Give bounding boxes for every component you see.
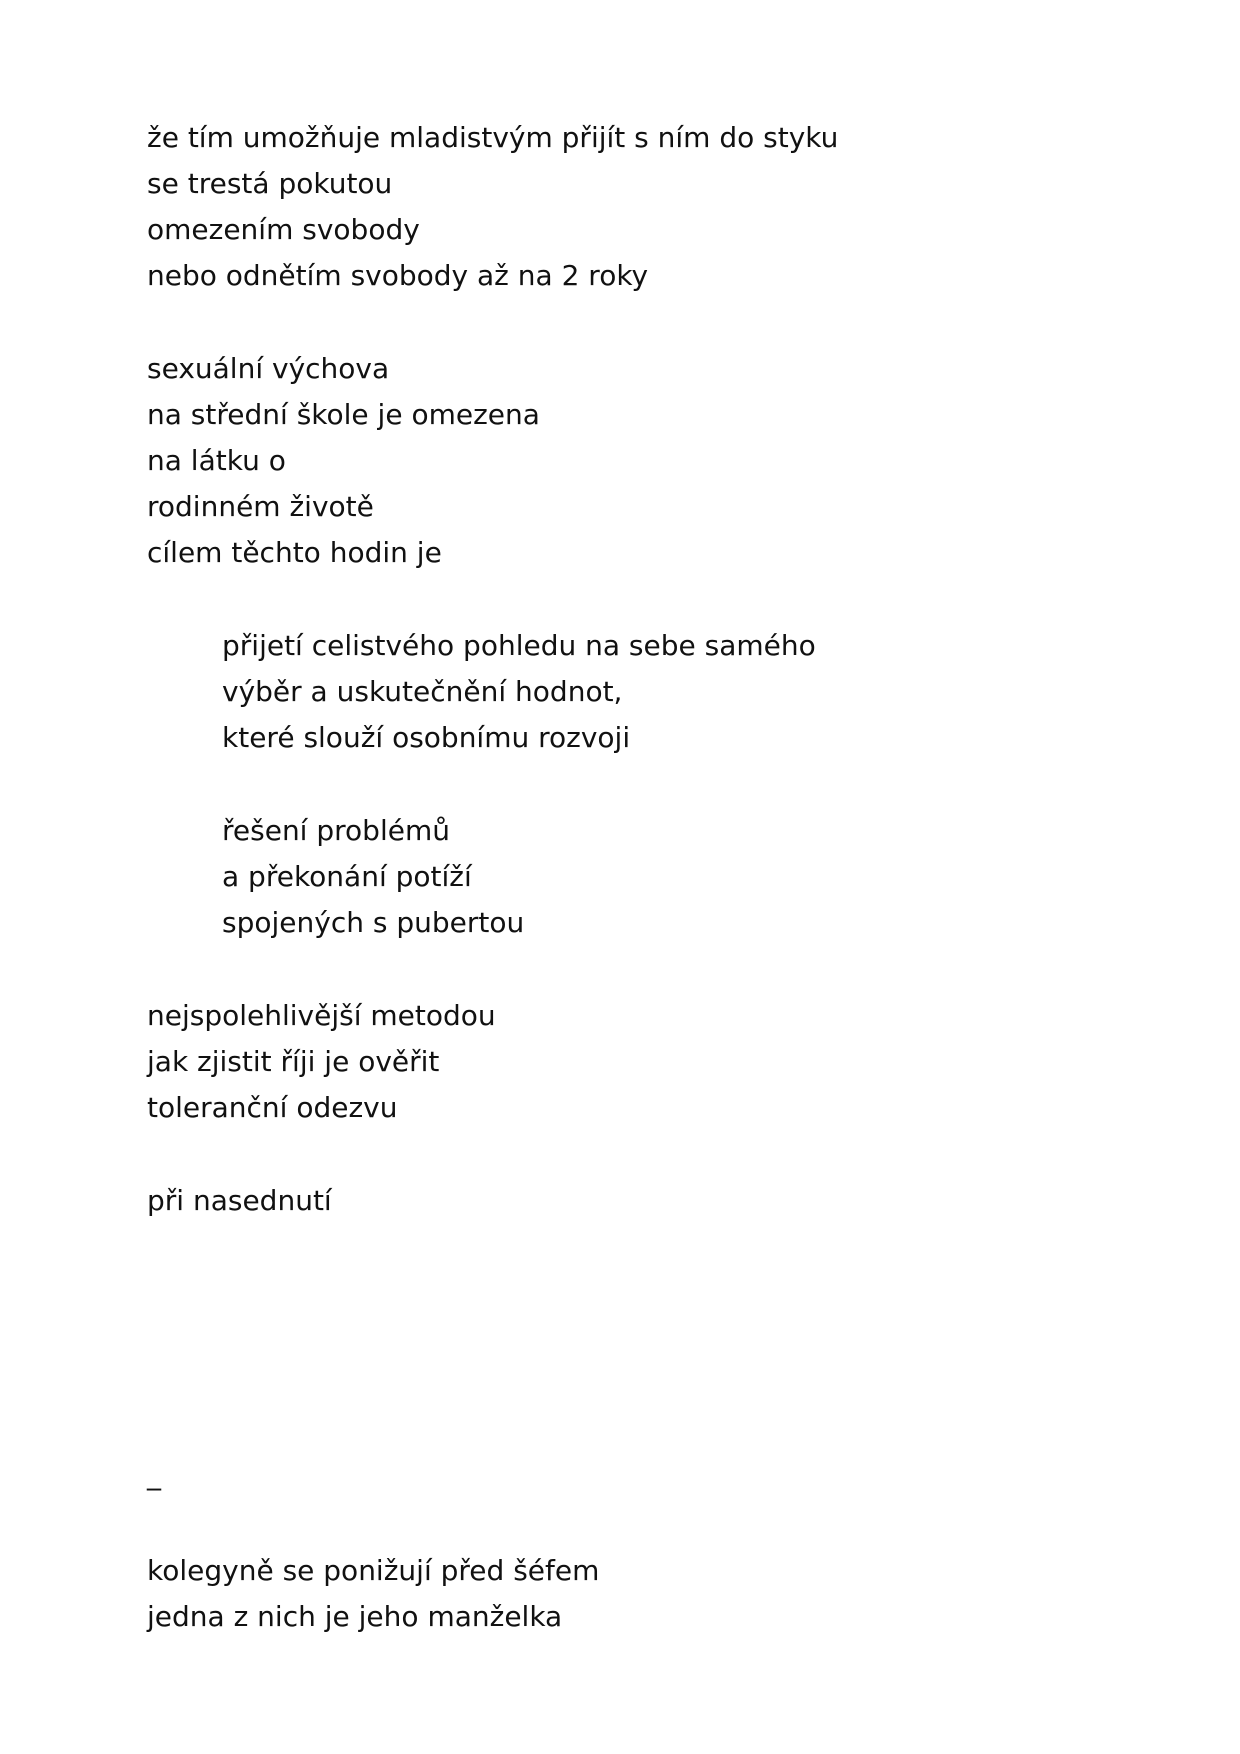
poem-line: kolegyně se ponižují před šéfem bbox=[147, 1554, 600, 1587]
poem-line-indented: spojených s pubertou bbox=[222, 906, 525, 939]
poem-line-indented: výběr a uskutečnění hodnot, bbox=[222, 675, 623, 708]
poem-line: při nasednutí bbox=[147, 1184, 332, 1217]
poem-line-indented: a překonání potíží bbox=[222, 860, 472, 893]
poem-line: rodinném životě bbox=[147, 490, 374, 523]
poem-line-indented: řešení problémů bbox=[222, 814, 450, 847]
poem-line: na látku o bbox=[147, 444, 286, 477]
poem-line: nebo odnětím svobody až na 2 roky bbox=[147, 259, 649, 292]
poem-line: jedna z nich je jeho manželka bbox=[147, 1600, 563, 1633]
poem-line: omezením svobody bbox=[147, 213, 420, 246]
poem-line: sexuální výchova bbox=[147, 352, 390, 385]
poem-line: se trestá pokutou bbox=[147, 167, 393, 200]
section-separator: _ bbox=[147, 1458, 161, 1491]
poem-line-indented: které slouží osobnímu rozvoji bbox=[222, 721, 631, 754]
poem-line: že tím umožňuje mladistvým přijít s ním do styku bbox=[147, 121, 839, 154]
poem-line-indented: přijetí celistvého pohledu na sebe samého bbox=[222, 629, 816, 662]
poem-line: toleranční odezvu bbox=[147, 1091, 398, 1124]
poem-line: cílem těchto hodin je bbox=[147, 536, 442, 569]
poem-line: nejspolehlivější metodou bbox=[147, 999, 496, 1032]
poem-line: na střední škole je omezena bbox=[147, 398, 540, 431]
poem-line: jak zjistit říji je ověřit bbox=[147, 1045, 440, 1078]
